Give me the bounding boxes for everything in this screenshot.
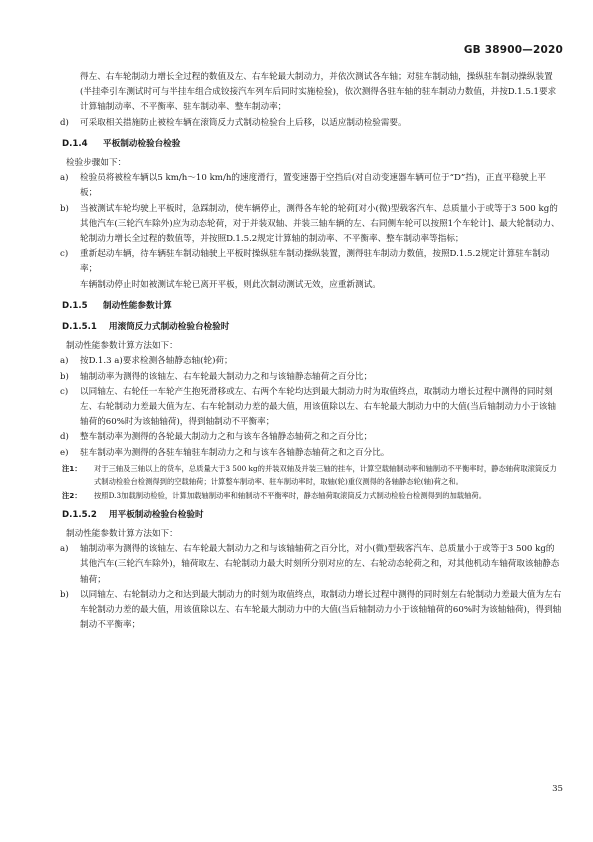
section-heading-d152 bbox=[62, 508, 562, 523]
body-text bbox=[62, 70, 562, 634]
list-item-label: a) bbox=[60, 544, 69, 555]
list-item-text: 驻车制动率为测得的各驻车轴驻车制动力之和与该车各轴静态轴荷之和之百分比。 bbox=[80, 447, 390, 458]
list-item bbox=[62, 354, 562, 369]
list-item-text: 可采取相关措施防止被检车辆在滚筒反力式制动检验台上后移，以适应制动检验需要。 bbox=[80, 117, 407, 128]
note-text: 对于三轴及三轴以上的货车，总质量大于3 500 kg的并装双轴及并装三轴的挂车，计算空载轴制动率和轴制动不平衡率时，静态轴荷取滚筒反力式制动检验台检测得到的空载轴荷；计算整车制动率、驻车制动率时，取轴(轮)重仪测得的各轴静态轮(轴)荷之和。 bbox=[94, 463, 557, 486]
section-intro: 制动性能参数计算方法如下： bbox=[66, 529, 178, 540]
list-item-text: 按D.1.3 a)要求检测各轴静态轴(轮)荷； bbox=[80, 356, 233, 367]
list-item-label: a) bbox=[60, 356, 69, 367]
list-item-text: 轴制动率为测得的该轴左、右车轮最大制动力之和与该轴静态轴荷之百分比； bbox=[80, 371, 373, 382]
note bbox=[62, 489, 562, 502]
section-heading-d151 bbox=[62, 320, 562, 335]
section-heading-d14 bbox=[62, 137, 562, 152]
section-intro: 检验步骤如下： bbox=[66, 158, 127, 169]
list-item bbox=[62, 385, 562, 431]
page-number: 35 bbox=[552, 784, 563, 794]
list-item bbox=[62, 171, 562, 201]
list-item bbox=[62, 542, 562, 588]
section-title: 用平板制动检验台检验时 bbox=[109, 509, 204, 520]
list-item-label: b) bbox=[60, 203, 69, 214]
list-item bbox=[62, 430, 562, 445]
section-title: 平板制动检验台检验 bbox=[103, 138, 181, 149]
list-item bbox=[62, 116, 562, 131]
standard-code: GB 38900—2020 bbox=[463, 44, 563, 56]
section-number: D.1.5 bbox=[62, 300, 88, 311]
section-number: D.1.5.1 bbox=[62, 322, 97, 333]
section-title: 制动性能参数计算 bbox=[103, 300, 172, 311]
section-number: D.1.4 bbox=[62, 138, 88, 149]
list-item-label: e) bbox=[60, 447, 69, 458]
list-item-text: 当被测试车轮均驶上平板时，急踩制动，使车辆停止，测得各车轮的轮荷[对小(微)型载客汽车、总质量小于或等于3 500 kg的其他汽车(三轮汽车除外)应为动态轮荷，对于并装双轴、并装三轴车辆的左、右同侧车轮可以按照1个车轮计]、最大轮制动力、轮制动力增长全过程的数值等，并按照D.1.5.2规定计算轴的制动率、不平衡率、整车制动率等指标； bbox=[80, 203, 560, 245]
list-item-text: 整车制动率为测得的各轮最大制动力之和与该车各轴静态轴荷之和之百分比； bbox=[80, 432, 373, 443]
list-item bbox=[62, 446, 562, 461]
note-text: 按照D.3加载制动检验，计算加载轴制动率和轴制动不平衡率时，静态轴荷取滚筒反力式制动检验台检测得到的加载轴荷。 bbox=[94, 490, 486, 500]
list-item-label: d) bbox=[60, 432, 69, 443]
list-item-label: b) bbox=[60, 589, 69, 600]
list-item-label: c) bbox=[60, 386, 69, 397]
note bbox=[62, 462, 562, 488]
list-item-text: 以同轴左、右轮任一车轮产生抱死滑移或左、右两个车轮均达到最大制动力时为取值终点，取制动力增长过程中测得的同时刻左、右轮制动力差最大值为左、右车轮制动力差的最大值，用该值除以左、右车轮最大制动力中的大值(当后轴制动力小于该轴轴荷的60%时为该轴轴荷)，得到轴制动不平衡率； bbox=[80, 386, 557, 428]
list-item-label: c) bbox=[60, 249, 69, 260]
list-item bbox=[62, 588, 562, 634]
list-item-text: 以同轴左、右轮制动力之和达到最大制动力的时刻为取值终点，取制动力增长过程中测得的同时刻左右轮制动力差最大值为左右车轮制动力差的最大值，用该值除以左、右车轮最大制动力中的大值(当后轴制动力小于该轴轴荷的60%时为该轴轴荷)，得到轴制动不平衡率； bbox=[80, 589, 562, 631]
section-number: D.1.5.2 bbox=[62, 509, 97, 520]
section-closing: 车辆制动停止时如被测试车轮已离开平板，则此次制动测试无效，应重新测试。 bbox=[80, 279, 381, 290]
list-item-label: d) bbox=[60, 117, 69, 128]
list-item bbox=[62, 202, 562, 248]
section-heading-d15 bbox=[62, 299, 562, 314]
continuation-paragraph: 得左、右车轮制动力增长全过程的数值及左、右车轮最大制动力，并依次测试各车轴；对驻车制动轴，操纵驻车制动操纵装置(半挂牵引车测试时可与半挂车组合成铰接汽车列车后同时实施检验)，依次测得各驻车轴的驻车制动力数值，并按D.1.5.1要求计算轴制动率、不平衡率、驻车制动率、整车制动率； bbox=[80, 72, 557, 113]
note-label: 注2： bbox=[62, 490, 82, 500]
note-label: 注1： bbox=[62, 463, 82, 473]
list-item-text: 轴制动率为测得的该轴左、右车轮最大制动力之和与该轴轴荷之百分比，对小(微)型载客汽车、总质量小于或等于3 500 kg的其他汽车(三轮汽车除外)，轴荷取左、右轮制动力最大时刻所分别对应的左、右轮动态轮荷之和，对其他机动车轴荷取该轴静态轴荷； bbox=[80, 544, 560, 585]
list-item-label: b) bbox=[60, 371, 69, 382]
list-item-text: 检验员将被检车辆以5 km/h～10 km/h的速度滑行，置变速器于空挡后(对自动变速器车辆可位于“D”挡)，正直平稳驶上平板； bbox=[80, 173, 546, 199]
section-title: 用滚筒反力式制动检验台检验时 bbox=[109, 322, 230, 333]
list-item-text: 重新起动车辆，待车辆驻车制动轴驶上平板时操纵驻车制动操纵装置，测得驻车制动力数值，按照D.1.5.2规定计算驻车制动率； bbox=[80, 249, 550, 275]
list-item bbox=[62, 247, 562, 277]
list-item-label: a) bbox=[60, 173, 69, 184]
section-intro: 制动性能参数计算方法如下： bbox=[66, 341, 178, 352]
list-item bbox=[62, 370, 562, 385]
